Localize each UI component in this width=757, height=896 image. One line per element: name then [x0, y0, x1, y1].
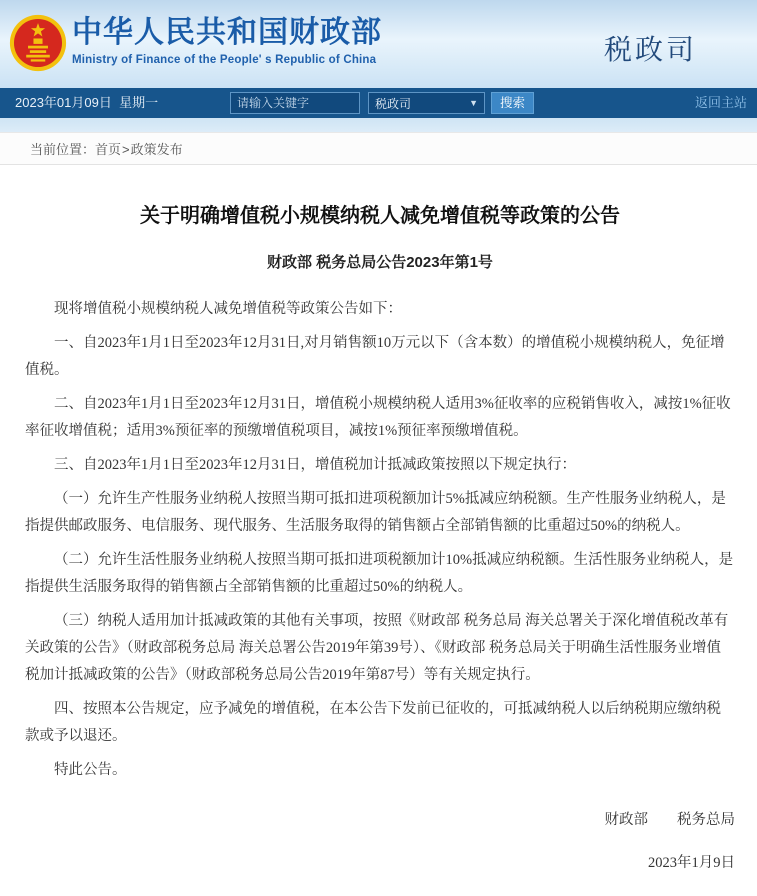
department-name: 税政司 — [603, 34, 697, 65]
search-scope-select[interactable] — [368, 92, 485, 114]
paragraph: （三）纳税人适用加计抵减政策的其他有关事项，按照《财政部 税务总局 海关总署关于深化增值税改革有关政策的公告》（财政部税务总局 海关总署公告2019年第39号）、《财政部 税务总局关于明确生活性服务业增值税加计抵减政策的公告》（财政部税务总局公告2019年第87号）等有关规定执行。 — [25, 613, 729, 683]
search-scope-value: 税政司 — [375, 96, 412, 111]
breadcrumb-prefix: 当前位置： — [30, 142, 96, 157]
document-number: 财政部 税务总局公告2023年第1号 — [267, 254, 493, 271]
paragraph: 特此公告。 — [54, 762, 127, 778]
chevron-down-icon: ▼ — [469, 98, 478, 108]
document-content — [0, 199, 757, 896]
paragraph: 三、自2023年1月1日至2023年12月31日，增值税加计抵减政策按照以下规定执行： — [54, 457, 576, 473]
paragraph: 现将增值税小规模纳税人减免增值税等政策公告如下： — [54, 301, 402, 317]
document-title: 关于明确增值税小规模纳税人减免增值税等政策的公告 — [140, 205, 620, 227]
search-button[interactable]: 搜索 — [491, 92, 534, 114]
breadcrumb-home-link[interactable]: 首页 — [95, 142, 122, 157]
return-home-link[interactable]: 返回主站 — [694, 95, 747, 110]
paragraph: 二、自2023年1月1日至2023年12月31日，增值税小规模纳税人适用3%征收率的应税销售收入，减按1%征收率征收增值税；适用3%预征率的预缴增值税项目，减按1%预征率预缴增值税。 — [25, 396, 731, 439]
document-body — [25, 296, 735, 784]
search-input[interactable] — [230, 92, 360, 114]
signature-organizations: 财政部 税务总局 — [604, 812, 735, 828]
breadcrumb-separator: > — [122, 142, 130, 157]
paragraph: 四、按照本公告规定，应予减免的增值税，在本公告下发前已征收的，可抵减纳税人以后纳税期应缴纳税款或予以退还。 — [25, 701, 721, 744]
paragraph: 一、自2023年1月1日至2023年12月31日,对月销售额10万元以下（含本数）的增值税小规模纳税人，免征增值税。 — [25, 335, 725, 378]
current-date: 2023年01月09日 星期一 — [15, 95, 159, 110]
signature-date: 2023年1月9日 — [648, 855, 735, 871]
navbar — [0, 88, 757, 118]
national-emblem-icon — [9, 13, 67, 73]
breadcrumb-section-link[interactable]: 政策发布 — [130, 142, 183, 157]
paragraph: （二）允许生活性服务业纳税人按照当期可抵扣进项税额加计10%抵减应纳税额。生活性服务业纳税人，是指提供生活服务取得的销售额占全部销售额的比重超过50%的纳税人。 — [25, 552, 734, 595]
site-subtitle: Ministry of Finance of the People' s Republic of China — [72, 54, 377, 66]
site-header — [0, 0, 757, 88]
header-strip — [0, 118, 757, 132]
site-title-block — [72, 16, 382, 66]
paragraph: （一）允许生产性服务业纳税人按照当期可抵扣进项税额加计5%抵减应纳税额。生产性服务业纳税人，是指提供邮政服务、电信服务、现代服务、生活服务取得的销售额占全部销售额的比重超过50%的纳税人。 — [25, 491, 726, 534]
site-title: 中华人民共和国财政部 — [72, 16, 382, 49]
breadcrumb — [0, 132, 757, 165]
